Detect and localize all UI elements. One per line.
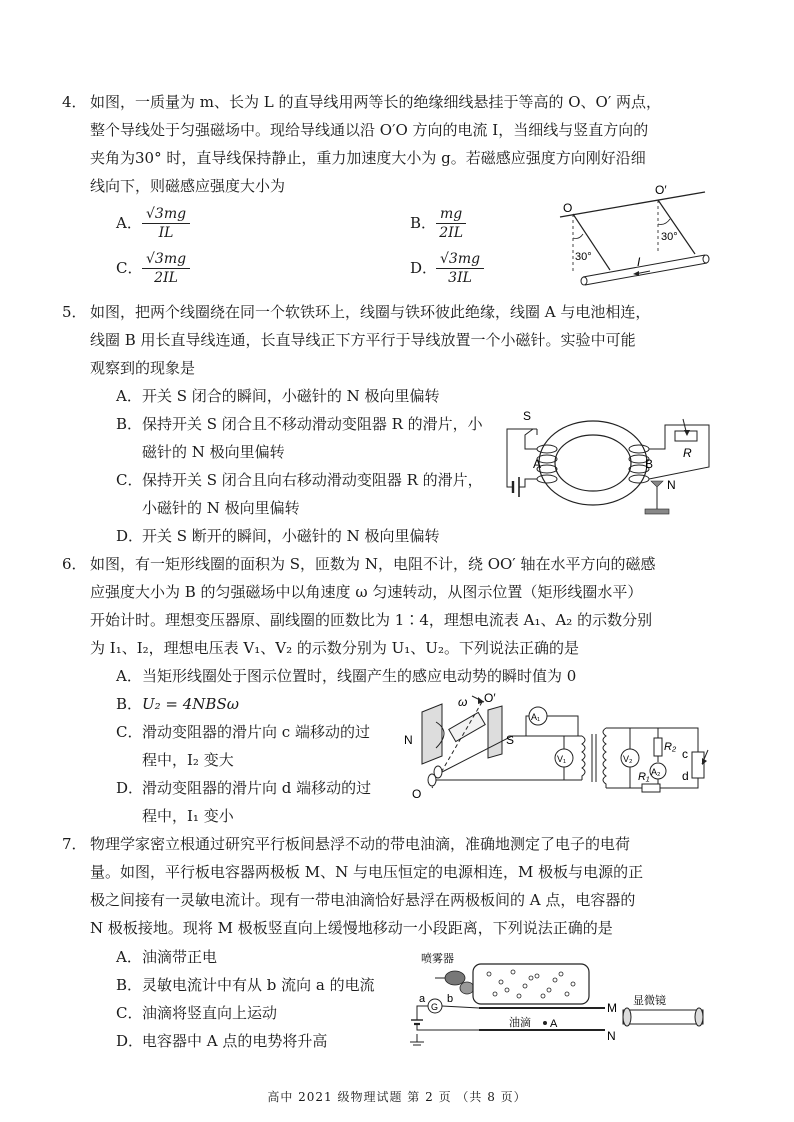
question-7-number: 7． [62,835,87,853]
fraction: $\frac{√3mg}{3IL}$ [436,250,484,287]
question-4-option-a[interactable]: A． $\frac{√3mg}{IL}$ [116,205,190,242]
label-a2: A₂ [651,767,661,777]
label-n: N [607,1029,616,1043]
transformer [578,728,606,788]
question-5-figure [505,405,715,525]
question-7-option-c[interactable]: C．油滴将竖直向上运动 [116,1004,278,1022]
question-6-line-3: 开始计时。理想变压器原、副线圈的匝数比为 1∶4，理想电流表 A₁、A₂ 的示数分别 [90,611,653,629]
label-o: O [563,201,573,215]
label-current: I [637,255,641,269]
question-4-number: 4． [62,93,87,111]
label-n: N [404,733,413,747]
label-r: R [683,446,692,460]
question-7-option-d[interactable]: D．电容器中 A 点的电势将升高 [116,1032,328,1050]
ceiling-line [560,192,705,217]
iron-ring-inner [555,435,631,491]
label-c: c [682,747,688,761]
question-5-option-c[interactable]: C．保持开关 S 闭合且向右移动滑动变阻器 R 的滑片， 小磁针的 N 极向里偏转 [116,471,483,517]
label-d: d [682,769,689,783]
label-microscope: 显微镜 [633,995,666,1007]
label-oil-drop: 油滴 [509,1017,531,1029]
fraction: $\frac{√3mg}{2IL}$ [142,250,190,287]
sprayer [435,971,474,994]
question-6-line-2: 应强度大小为 B 的匀强磁场中以角速度 ω 匀速转动，从图示位置（矩形线圈水平） [90,583,643,601]
angle-arc [573,234,583,239]
thread-right [658,200,695,254]
question-5-line-2: 线圈 B 用长直导线连通，长直导线正下方平行于导线放置一个小磁针。实验中可能 [90,331,636,349]
wire [581,255,709,285]
label-angle-left: 30° [575,251,592,263]
label-o: O [412,787,422,801]
question-6-option-c[interactable]: C．滑动变阻器的滑片向 c 端移动的过 程中，I₂ 变大 [116,723,370,769]
label-o-prime: O′ [484,692,496,705]
fraction: $\frac{√3mg}{IL}$ [142,205,190,242]
generator [422,696,502,788]
label-o-prime: O′ [655,183,667,197]
question-7-line-4: N 极板接地。现将 M 极板竖直向上缓慢地移动一小段距离，下列说法正确的是 [90,919,613,937]
label-v2: V₂ [623,754,633,764]
page-footer: 高中 2021 级物理试题 第 2 页 （共 8 页） [267,1090,527,1104]
label-a: a [419,993,426,1005]
question-6 [62,550,710,662]
question-7-figure [405,950,715,1050]
question-5-option-b[interactable]: B．保持开关 S 闭合且不移动滑动变阻器 R 的滑片，小 磁针的 N 极向里偏转 [116,415,483,461]
resistor-r1 [642,784,660,792]
label-a1: A₁ [531,712,541,722]
label-sprayer: 喷雾器 [421,953,454,965]
question-4-option-c[interactable]: C． $\frac{√3mg}{2IL}$ [116,250,190,287]
question-6-option-b[interactable]: B．U₂ = 4NBSω [116,695,239,713]
question-6-line-1: 6． 如图，有一矩形线圈的面积为 S，匝数为 N，电阻不计，绕 OO′ 轴在水平方向的磁感 [90,550,710,578]
rheostat [692,752,704,778]
label-v1: V₁ [557,754,567,764]
label-b: b [447,993,454,1005]
question-7-line-3: 极之间接有一灵敏电流计。现有一带电油滴恰好悬浮在两极板间的 A 点，电容器的 [90,891,636,909]
question-5-line-3: 观察到的现象是 [90,359,196,377]
angle-arc [658,219,670,224]
question-4-line-1: 4． 如图，一质量为 m、长为 L 的直导线用两等长的绝缘细线悬挂于等高的 O、O′ 两点， [90,88,710,116]
question-6-number: 6． [62,555,87,573]
question-7-line-1: 7． 物理学家密立根通过研究平行板间悬浮不动的带电油滴，准确地测定了电子的电荷 [90,830,710,858]
question-5-option-d[interactable]: D．开关 S 断开的瞬间，小磁针的 N 极向里偏转 [116,527,440,545]
question-7-option-a[interactable]: A．油滴带正电 [116,948,218,966]
question-6-figure [402,692,714,804]
label-point-a: A [550,1018,558,1030]
question-4-option-d[interactable]: D． $\frac{√3mg}{3IL}$ [410,250,484,287]
label-angle-right: 30° [661,231,678,243]
resistor-r2 [654,738,662,756]
question-7-option-b[interactable]: B．灵敏电流计中有从 b 流向 a 的电流 [116,976,375,994]
question-5-line-1: 5． 如图，把两个线圈绕在同一个软铁环上，线圈与铁环彼此绝缘，线圈 A 与电池相连， [90,298,710,326]
label-r2: R₂ [664,741,677,753]
question-6-line-4: 为 I₁、I₂，理想电压表 V₁、V₂ 的示数分别为 U₁、U₂。下列说法正确的是 [90,639,579,657]
question-7-line-2: 量。如图，平行板电容器两极板 M、N 与电压恒定的电源相连，M 极板与电源的正 [90,863,644,881]
question-6-option-d[interactable]: D．滑动变阻器的滑片向 d 端移动的过 程中，I₁ 变小 [116,779,372,825]
question-7 [62,830,710,942]
label-n: N [667,478,676,492]
question-5-option-a[interactable]: A．开关 S 闭合的瞬间，小磁针的 N 极向里偏转 [116,387,440,405]
label-g: G [431,1002,439,1012]
label-m: M [607,1001,617,1015]
label-omega: ω [458,695,468,709]
label-a: A [533,457,542,471]
point-a [543,1021,547,1025]
question-5-number: 5． [62,303,87,321]
label-r1: R₁ [638,771,650,783]
question-4-line-4: 线向下，则磁感应强度大小为 [90,177,286,195]
question-4-figure [555,182,715,292]
switch-s [525,429,537,449]
label-s: S [506,733,515,747]
question-4-option-b[interactable]: B． $\frac{mg}{2IL}$ [410,205,466,242]
question-5 [62,298,710,382]
compass-needle [645,481,669,514]
label-b: B [645,457,654,471]
microscope [623,1008,703,1026]
question-4-line-2: 整个导线处于匀强磁场中。现给导线通以沿 O′O 方向的电流 I，当细线与竖直方向的 [90,121,649,139]
fraction: $\frac{mg}{2IL}$ [436,205,466,242]
question-6-option-a[interactable]: A．当矩形线圈处于图示位置时，线圈产生的感应电动势的瞬时值为 0 [116,667,577,685]
question-4-line-3: 夹角为30° 时，直导线保持静止，重力加速度大小为 g。若磁感应强度方向刚好沿细 [90,149,646,167]
label-s: S [523,409,532,423]
